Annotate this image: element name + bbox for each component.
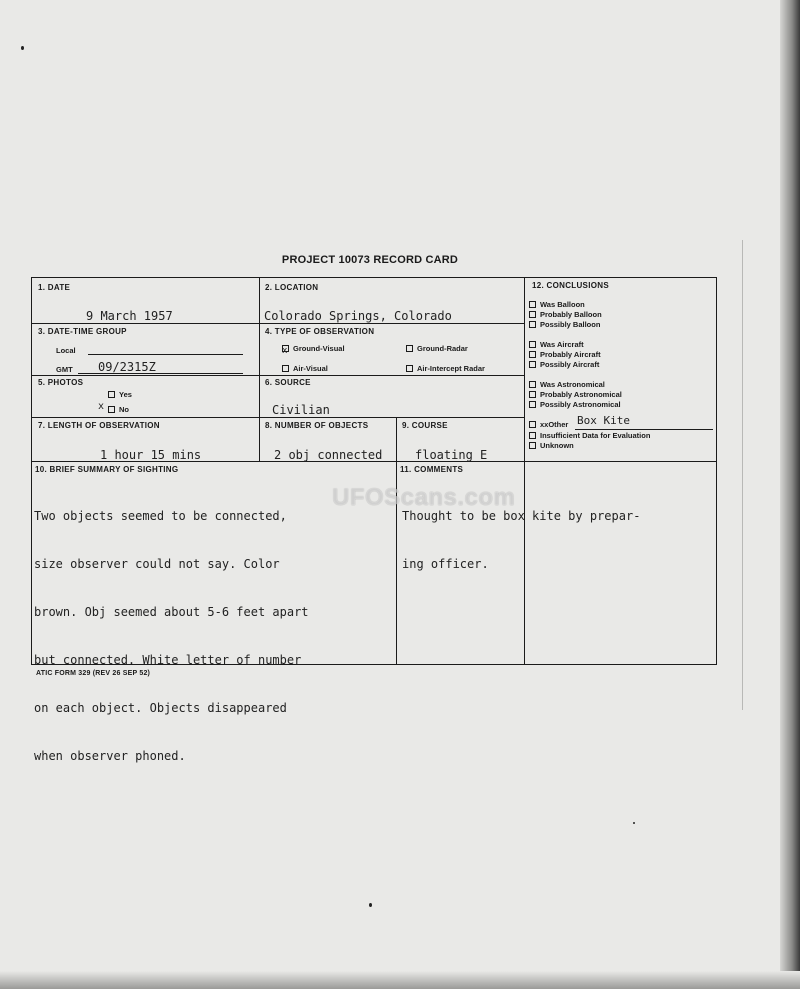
- scan-speck: [369, 903, 372, 907]
- other-mark: xx: [540, 420, 549, 429]
- location-label: 2. LOCATION: [265, 283, 319, 292]
- conclusion-item: [529, 300, 585, 309]
- gmt-label: GMT: [56, 365, 73, 374]
- photos-no: [108, 405, 129, 414]
- conclusion-checkbox: [529, 361, 536, 368]
- conclusion-item: [529, 400, 621, 409]
- date-time-group-label: 3. DATE-TIME GROUP: [38, 327, 127, 336]
- number-of-objects-label: 8. NUMBER OF OBJECTS: [265, 421, 369, 430]
- location-value: Colorado Springs, Colorado: [264, 309, 452, 323]
- other-line: [575, 429, 713, 430]
- divider: [32, 375, 524, 376]
- divider: [32, 417, 524, 418]
- date-label: 1. DATE: [38, 283, 71, 292]
- conclusion-checkbox: [529, 381, 536, 388]
- checkbox-ground-radar: [406, 345, 413, 352]
- conclusion-item: [529, 441, 574, 450]
- conclusion-item-label: Possibly Balloon: [540, 320, 601, 329]
- conclusion-item-label: Was Balloon: [540, 300, 585, 309]
- option-label: Air-Intercept Radar: [417, 364, 485, 373]
- ground-visual-check-mark: x: [282, 346, 288, 356]
- conclusion-item-label: Unknown: [540, 441, 574, 450]
- conclusion-item: [529, 360, 599, 369]
- form-id: ATIC FORM 329 (REV 26 SEP 52): [36, 670, 151, 677]
- conclusion-item-label: Was Aircraft: [540, 340, 584, 349]
- conclusion-checkbox: [529, 321, 536, 328]
- number-of-objects-value: 2 obj connected: [274, 448, 383, 462]
- conclusion-other: [529, 420, 568, 429]
- conclusion-item-label: Was Astronomical: [540, 380, 605, 389]
- photos-yes: [108, 390, 132, 399]
- course-label: 9. COURSE: [402, 421, 448, 430]
- length-of-observation-value: 1 hour 15 mins: [100, 448, 202, 462]
- conclusion-checkbox: [529, 401, 536, 408]
- checkbox-air-intercept-radar: [406, 365, 413, 372]
- checkbox-photos-no: [108, 406, 115, 413]
- conclusion-checkbox: [529, 301, 536, 308]
- conclusion-item: [529, 431, 650, 440]
- option-label: Ground-Visual: [293, 344, 345, 353]
- summary-line: on each object. Objects disappeared: [34, 701, 287, 715]
- option-label: Ground-Radar: [417, 344, 468, 353]
- conclusion-item: [529, 380, 605, 389]
- source-value: Civilian: [272, 403, 330, 417]
- brief-summary-text: [34, 476, 309, 796]
- watermark-text: UFOScans.com: [332, 484, 516, 511]
- gmt-value: 09/2315Z: [98, 360, 156, 374]
- summary-line: size observer could not say. Color: [34, 557, 280, 571]
- scan-speck: [21, 46, 24, 50]
- conclusion-item: [529, 340, 584, 349]
- scan-speck: [633, 822, 635, 824]
- local-line: [88, 354, 243, 355]
- option-ground-radar: [406, 344, 468, 353]
- scan-edge-bottom: [0, 971, 800, 989]
- course-value: floating E: [415, 448, 488, 462]
- photos-no-check-mark: x: [98, 401, 105, 412]
- other-label: Other: [548, 420, 569, 429]
- summary-line: brown. Obj seemed about 5-6 feet apart: [34, 605, 309, 619]
- brief-summary-label: 10. BRIEF SUMMARY OF SIGHTING: [35, 465, 179, 474]
- type-of-observation-label: 4. TYPE OF OBSERVATION: [265, 327, 375, 336]
- comments-label: 11. COMMENTS: [400, 465, 464, 474]
- conclusion-item: [529, 350, 601, 359]
- photos-yes-label: Yes: [119, 390, 132, 399]
- conclusion-item-label: Possibly Astronomical: [540, 400, 621, 409]
- photos-no-label: No: [119, 405, 129, 414]
- divider: [259, 278, 260, 462]
- conclusion-item-label: Probably Balloon: [540, 310, 602, 319]
- divider: [32, 323, 524, 324]
- conclusion-item-label: Insufficient Data for Evaluation: [540, 431, 651, 440]
- source-label: 6. SOURCE: [265, 378, 311, 387]
- length-of-observation-label: 7. LENGTH OF OBSERVATION: [38, 421, 160, 430]
- conclusion-item-label: Possibly Aircraft: [540, 360, 600, 369]
- conclusion-checkbox: [529, 341, 536, 348]
- conclusion-item: [529, 390, 622, 399]
- checkbox-air-visual: [282, 365, 289, 372]
- conclusion-checkbox: [529, 391, 536, 398]
- checkbox-photos-yes: [108, 391, 115, 398]
- option-air-visual: [282, 364, 328, 373]
- conclusions-label: 12. CONCLUSIONS: [532, 281, 609, 290]
- conclusion-item-label: Probably Aircraft: [540, 350, 601, 359]
- other-value: Box Kite: [577, 414, 630, 427]
- conclusion-checkbox: [529, 432, 536, 439]
- date-value: 9 March 1957: [86, 309, 173, 323]
- conclusion-checkbox: [529, 351, 536, 358]
- conclusion-checkbox: [529, 442, 536, 449]
- local-label: Local: [56, 346, 76, 355]
- comment-line: ing officer.: [402, 557, 489, 571]
- conclusion-item: [529, 310, 602, 319]
- summary-line: but connected. White letter of number: [34, 653, 302, 667]
- conclusion-item: [529, 320, 600, 329]
- conclusion-checkbox: [529, 311, 536, 318]
- comment-line: Thought to be box kite by prepar-: [402, 509, 641, 523]
- option-air-intercept-radar: [406, 364, 485, 373]
- card-title: PROJECT 10073 RECORD CARD: [281, 254, 459, 266]
- conclusion-checkbox: [529, 421, 536, 428]
- photos-label: 5. PHOTOS: [38, 378, 84, 387]
- summary-line: Two objects seemed to be connected,: [34, 509, 287, 523]
- summary-line: when observer phoned.: [34, 749, 186, 763]
- scan-edge: [780, 0, 800, 989]
- option-ground-visual: [282, 344, 345, 353]
- divider: [524, 278, 525, 664]
- scan-fold-line: [742, 240, 743, 710]
- divider: [396, 418, 397, 664]
- conclusion-item-label: Probably Astronomical: [540, 390, 622, 399]
- option-label: Air-Visual: [293, 364, 328, 373]
